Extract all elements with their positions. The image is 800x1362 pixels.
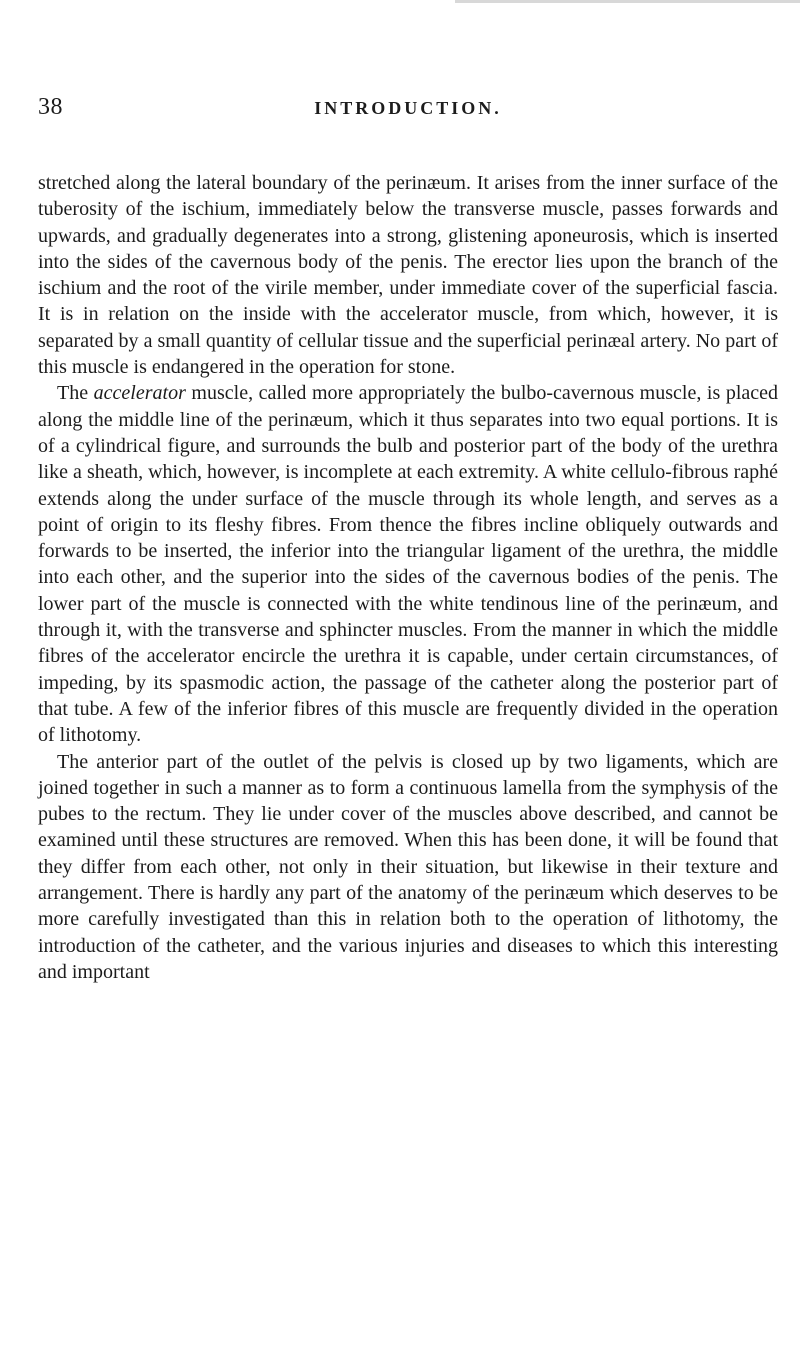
paragraph-body: muscle, called more appropriately the bulbo-cavernous muscle, is placed along the middle line of the perinæum, which it thus separates into two equal portions. It is of a cylindrical figure, and surrounds the bulb and posterior part of the body of the urethra like a sheath, which, however, is incomplete at each extremity. A white cellulo-fibrous raphé extends along the under surface of the muscle through its whole length, and serves as a point of origin to its fleshy fibres. From thence the fibres incline obliquely outwards and forwards to be inserted, the inferior into the triangular ligament of the urethra, the middle into each other, and the superior into the sides of the cavernous bodies of the penis. The lower part of the muscle is connected with the white tendinous line of the perinæum, and through it, with the transverse and sphincter muscles. From the manner in which the middle fibres of the accelerator encircle the urethra it is capable, under certain circumstances, of impeding, by its spasmodic action, the passage of the catheter along the posterior part of that tube. A few of the inferior fibres of this muscle are frequently divided in the operation of lithotomy. (38, 382, 779, 747)
paragraph-accelerator (38, 380, 778, 748)
emphasized-term: accelerator (93, 382, 186, 405)
paragraph-lead: The (57, 382, 94, 405)
running-head: INTRODUCTION. (314, 98, 502, 118)
page-header (38, 94, 778, 134)
body-text (38, 170, 778, 985)
top-edge-rule (455, 0, 800, 3)
paragraph-ligaments: The anterior part of the outlet of the pelvis is closed up by two ligaments, which are joined together in such a manner as to form a continuous lamella from the symphysis of the pubes to the rectum. They lie under cover of the muscles above described, and cannot be examined until these structures are removed. When this has been done, it will be found that they differ from each other, not only in their situation, but likewise in their texture and arrangement. There is hardly any part of the anatomy of the perinæum which deserves to be more carefully investigated than this in relation both to the operation of lithotomy, the introduction of the catheter, and the various injuries and diseases to which this interesting and important (38, 750, 778, 983)
paragraph-erector: stretched along the lateral boundary of the perinæum. It arises from the inner surface of the tuberosity of the ischium, immediately below the transverse muscle, passes forwards and upwards, and gradually degenerates into a strong, glistening aponeurosis, which is inserted into the sides of the cavernous body of the penis. The erector lies upon the branch of the ischium and the root of the virile member, under immediate cover of the superficial fascia. It is in relation on the inside with the accelerator muscle, from which, however, it is separated by a small quantity of cellular tissue and the superficial perinæal artery. No part of this muscle is endangered in the operation for stone. (38, 172, 778, 379)
page-number: 38 (38, 94, 63, 120)
